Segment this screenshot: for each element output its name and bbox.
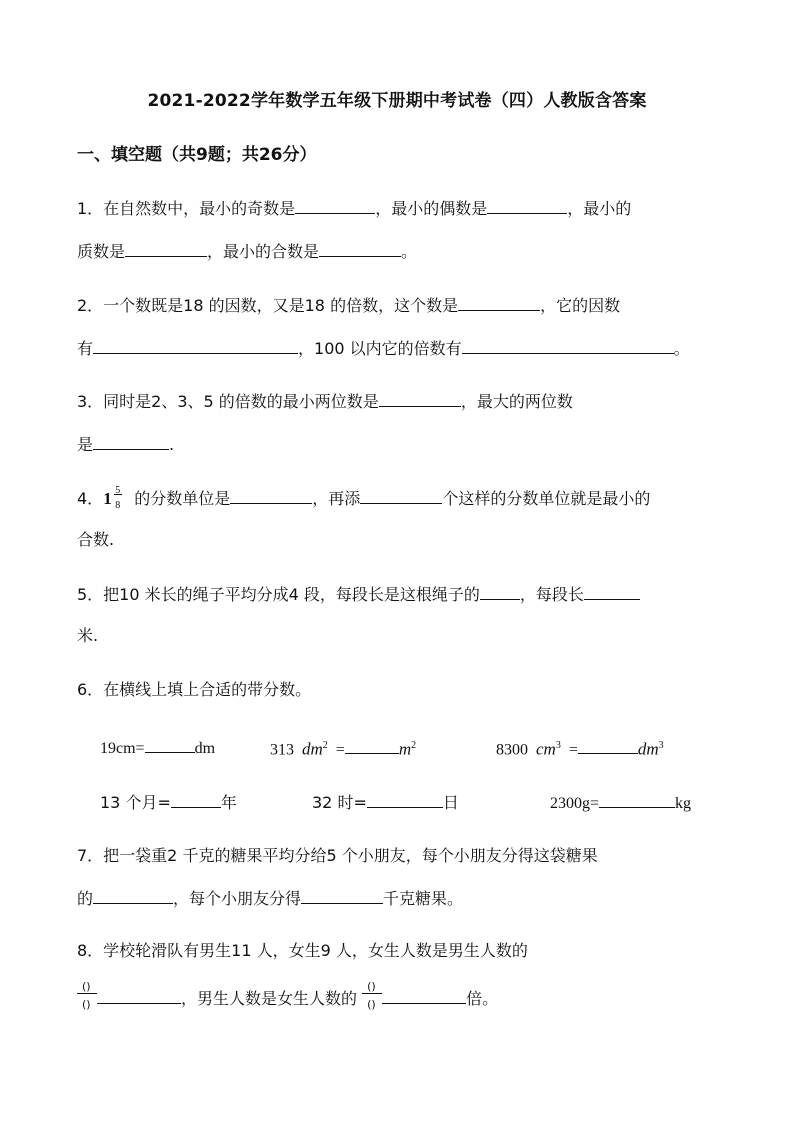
text: ，男生人数是女生人数的 bbox=[181, 989, 358, 1008]
answer-blank[interactable] bbox=[367, 790, 443, 808]
text: 32 时= bbox=[312, 793, 367, 812]
answer-blank[interactable] bbox=[345, 736, 399, 754]
fraction-denominator: () bbox=[82, 998, 91, 1011]
text: 。 bbox=[673, 339, 690, 358]
question-4-line-2 bbox=[77, 529, 114, 551]
answer-blank[interactable] bbox=[487, 196, 567, 214]
text: ，100 以内它的倍数有 bbox=[298, 339, 462, 358]
document-title: 2021-2022学年数学五年级下册期中考试卷（四）人教版含答案 bbox=[147, 91, 647, 111]
unit: 年 bbox=[220, 793, 237, 812]
exponent: 3 bbox=[555, 740, 561, 751]
equals: = bbox=[568, 741, 578, 759]
text: ，最小的偶数是 bbox=[375, 199, 488, 218]
fraction-denominator: () bbox=[367, 998, 376, 1011]
text: 是 bbox=[77, 435, 94, 454]
text: 米. bbox=[77, 626, 99, 645]
answer-blank[interactable] bbox=[93, 886, 173, 904]
answer-blank[interactable] bbox=[171, 790, 221, 808]
answer-blank[interactable] bbox=[319, 239, 401, 257]
answer-blank[interactable] bbox=[480, 582, 520, 600]
answer-blank[interactable] bbox=[230, 486, 312, 504]
blank-fraction bbox=[77, 980, 97, 1011]
q6-item-g-to-kg bbox=[550, 790, 691, 815]
answer-blank[interactable] bbox=[458, 293, 540, 311]
fraction-numerator: () bbox=[367, 980, 376, 993]
unit: kg bbox=[675, 795, 692, 812]
q6-item-cm3-to-dm3 bbox=[496, 735, 664, 761]
text: ，每个小朋友分得 bbox=[173, 889, 302, 908]
answer-blank[interactable] bbox=[360, 486, 442, 504]
answer-blank[interactable] bbox=[125, 239, 207, 257]
q6-item-dm2-to-m2 bbox=[270, 735, 416, 761]
text: 13 个月= bbox=[100, 793, 171, 812]
question-8-line-1 bbox=[77, 940, 528, 962]
q6-item-months-to-years bbox=[100, 790, 237, 814]
answer-blank[interactable] bbox=[462, 336, 674, 354]
answer-blank[interactable] bbox=[584, 582, 640, 600]
question-5-line-1 bbox=[77, 582, 640, 606]
answer-blank[interactable] bbox=[145, 735, 195, 753]
text: 千克糖果。 bbox=[383, 889, 464, 908]
mixed-denominator: 8 bbox=[115, 500, 121, 511]
exponent: 2 bbox=[322, 740, 328, 751]
text: ，再添 bbox=[312, 489, 361, 508]
question-3-line-2 bbox=[77, 432, 174, 456]
text: ，它的因数 bbox=[540, 296, 621, 315]
question-7-line-2 bbox=[77, 886, 463, 910]
text: 倍。 bbox=[466, 989, 499, 1008]
text: ，最小的合数是 bbox=[207, 242, 320, 261]
question-7-line-1 bbox=[77, 845, 598, 867]
text: 8．学校轮滑队有男生11 人，女生9 人，女生人数是男生人数的 bbox=[77, 941, 528, 960]
text: 1．在自然数中，最小的奇数是 bbox=[77, 199, 296, 218]
answer-blank[interactable] bbox=[382, 986, 466, 1004]
text: 19cm= bbox=[100, 740, 145, 757]
unit: dm bbox=[194, 740, 216, 757]
question-2-line-1 bbox=[77, 293, 620, 317]
unit: m bbox=[398, 739, 412, 759]
answer-blank[interactable] bbox=[97, 986, 181, 1004]
text: ，最大的两位数 bbox=[460, 392, 573, 411]
answer-blank[interactable] bbox=[295, 196, 375, 214]
text: 合数. bbox=[77, 530, 115, 549]
text: 4． bbox=[77, 489, 104, 508]
text: ，每段长 bbox=[519, 585, 584, 604]
text: 3．同时是2、3、5 的倍数的最小两位数是 bbox=[77, 392, 379, 411]
question-1-line-1 bbox=[77, 196, 631, 220]
question-8-line-2 bbox=[77, 980, 499, 1011]
text: 8300 bbox=[496, 741, 528, 759]
answer-blank[interactable] bbox=[93, 336, 298, 354]
q6-item-cm-to-dm bbox=[100, 735, 215, 760]
question-3-line-1 bbox=[77, 389, 573, 413]
text: 313 bbox=[270, 741, 294, 759]
text: 有 bbox=[77, 339, 94, 358]
question-5-line-2 bbox=[77, 625, 98, 647]
text: ，最小的 bbox=[567, 199, 632, 218]
section-heading: 一、填空题（共9题；共26分） bbox=[77, 145, 317, 165]
text: 5．把10 米长的绳子平均分成4 段，每段长是这根绳子的 bbox=[77, 585, 480, 604]
answer-blank[interactable] bbox=[93, 432, 169, 450]
text: 2300g= bbox=[550, 795, 600, 812]
answer-blank[interactable] bbox=[379, 389, 461, 407]
mixed-numerator: 5 bbox=[115, 485, 121, 496]
question-6-prompt: 6．在横线上填上合适的带分数。 bbox=[77, 680, 312, 699]
text: 。 bbox=[401, 242, 418, 261]
text: 2．一个数既是18 的因数，又是18 的倍数，这个数是 bbox=[77, 296, 459, 315]
unit: dm bbox=[637, 739, 659, 759]
mixed-number bbox=[103, 485, 129, 511]
question-1-line-2 bbox=[77, 239, 417, 263]
question-2-line-2 bbox=[77, 336, 690, 360]
text: 的 bbox=[77, 889, 94, 908]
text: 质数是 bbox=[77, 242, 126, 261]
text: 7．把一袋重2 千克的糖果平均分给5 个小朋友，每个小朋友分得这袋糖果 bbox=[77, 846, 598, 865]
fraction-numerator: () bbox=[82, 980, 91, 993]
unit: dm bbox=[302, 739, 323, 759]
question-4-line-1 bbox=[77, 486, 650, 510]
unit: cm bbox=[536, 739, 556, 759]
answer-blank[interactable] bbox=[578, 736, 638, 754]
exponent: 2 bbox=[411, 740, 417, 751]
q6-item-hours-to-days bbox=[312, 790, 459, 814]
answer-blank[interactable] bbox=[301, 886, 383, 904]
mixed-whole: 1 bbox=[103, 489, 112, 508]
answer-blank[interactable] bbox=[599, 790, 675, 808]
unit: 日 bbox=[442, 793, 459, 812]
text: 的分数单位是 bbox=[134, 489, 231, 508]
blank-fraction bbox=[362, 980, 382, 1011]
text: . bbox=[169, 435, 175, 454]
equals: = bbox=[335, 741, 345, 759]
exponent: 3 bbox=[658, 740, 664, 751]
text: 个这样的分数单位就是最小的 bbox=[442, 489, 651, 508]
